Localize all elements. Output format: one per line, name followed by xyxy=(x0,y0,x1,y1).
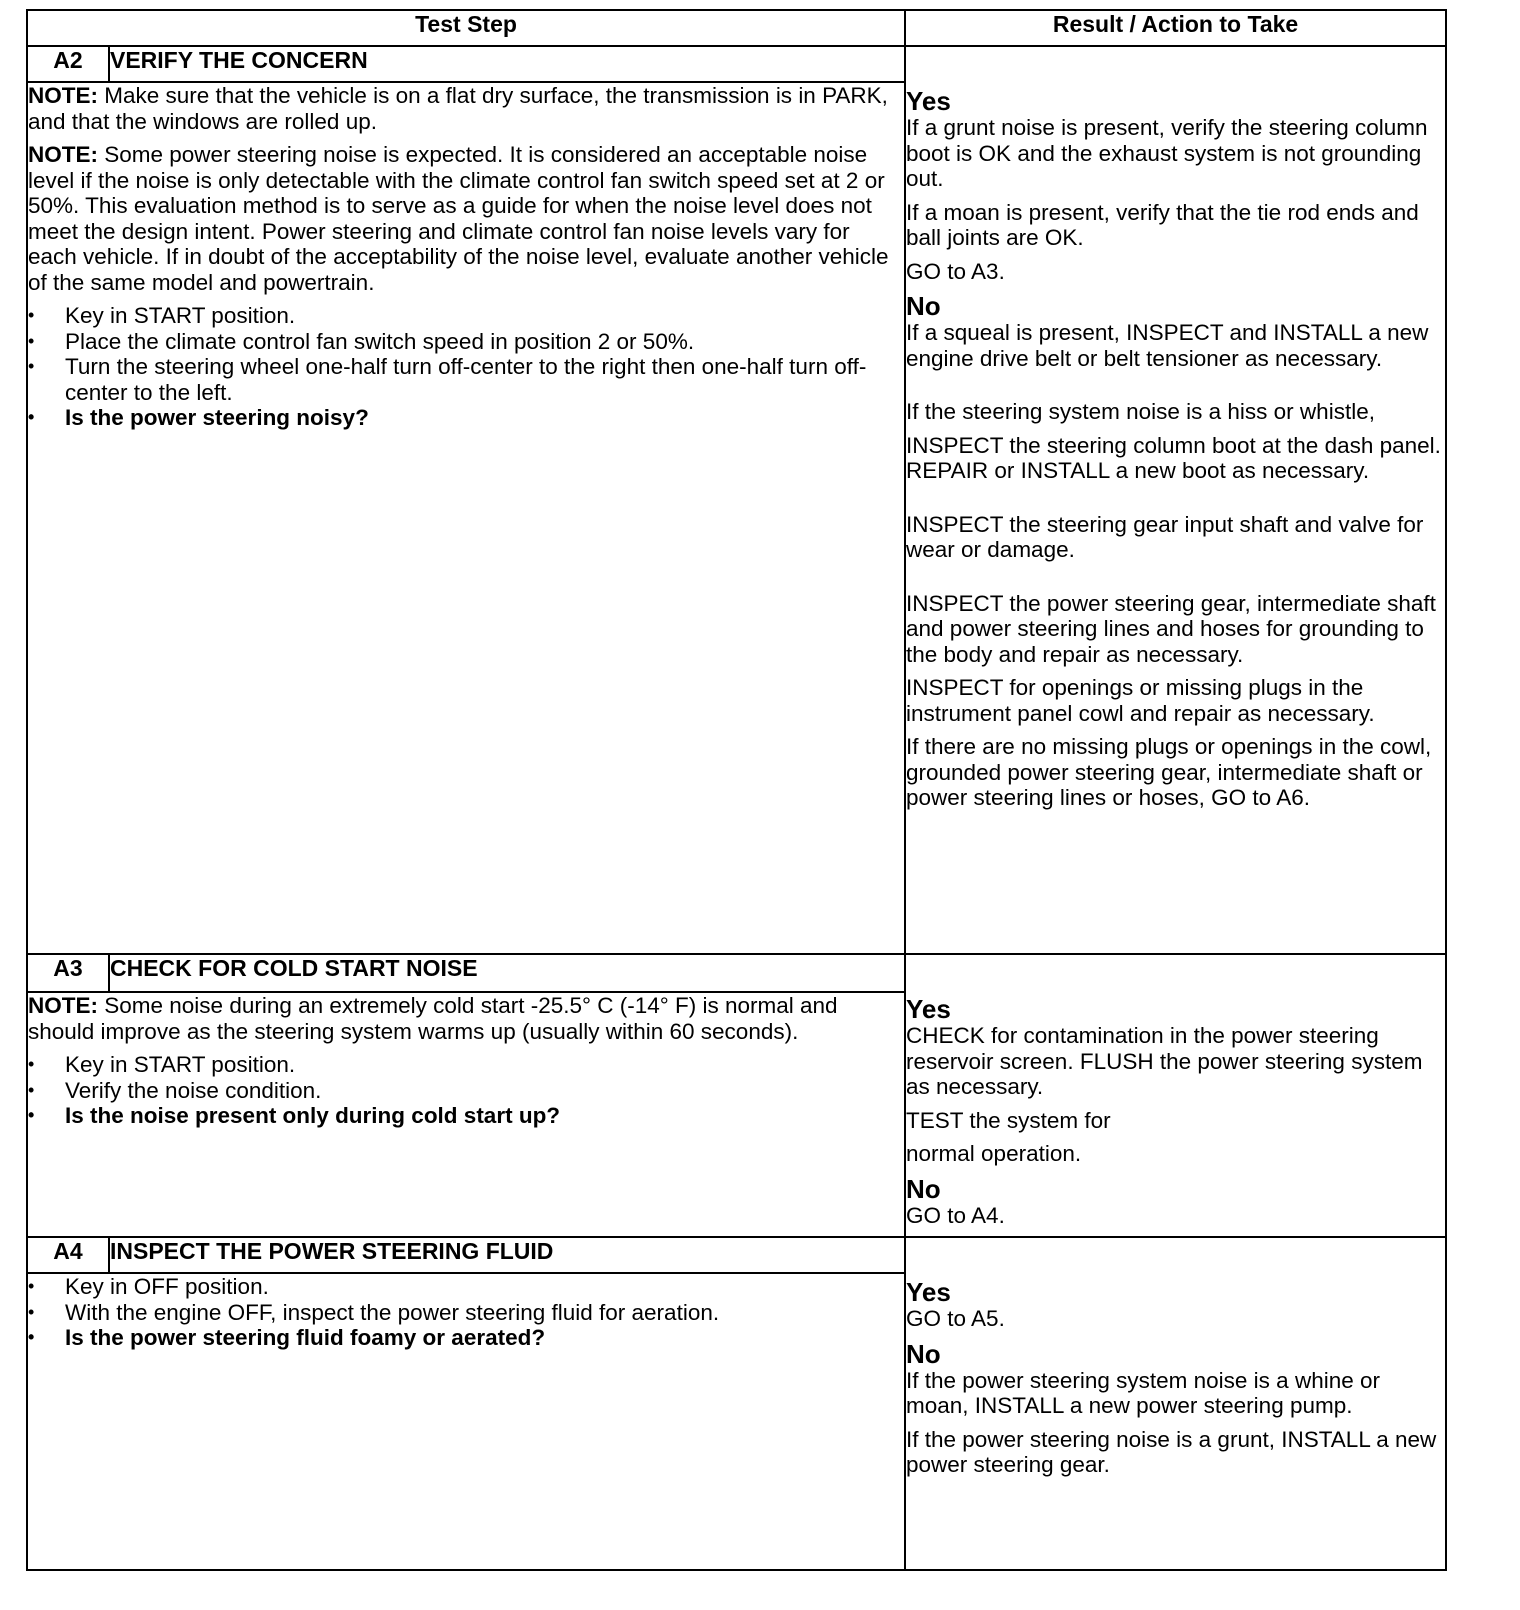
a3-note xyxy=(28,993,904,1044)
a4-title-row xyxy=(27,1237,1446,1273)
diagnostic-table xyxy=(26,9,1447,1571)
a3-yes-label: Yes xyxy=(906,994,951,1024)
a2-spacer xyxy=(906,571,1445,591)
a2-no-text-4: INSPECT the steering gear input shaft and valve for wear or damage. xyxy=(906,511,1424,562)
a4-no-label: No xyxy=(906,1338,941,1369)
a2-title-row xyxy=(27,46,1446,82)
a2-result-cell xyxy=(905,46,1446,954)
a2-title: VERIFY THE CONCERN xyxy=(109,46,905,82)
a2-yes-text-1: If a grunt noise is present, verify the steering column boot is OK and the exhaust system is not grounding out. xyxy=(906,115,1428,191)
a2-note-2-label: NOTE: xyxy=(28,142,98,167)
a3-yes-text-2: TEST the system for xyxy=(906,1107,1111,1133)
a3-question: • Is the noise present only during cold start up? xyxy=(28,1103,904,1129)
a2-no-text-2: If the steering system noise is a hiss or whistle, xyxy=(906,399,1375,424)
a2-code: A2 xyxy=(27,46,109,82)
a4-yes-label: Yes xyxy=(906,1277,951,1307)
a3-result-cell xyxy=(905,954,1446,1237)
list-item: • Verify the noise condition. xyxy=(28,1078,904,1104)
table-header-row xyxy=(27,10,1446,46)
a3-note-text: Some noise during an extremely cold start -25.5° C (-14° F) is normal and should improve as the steering system warms up (usually within 60 seconds). xyxy=(28,993,838,1044)
a4-steps xyxy=(28,1274,904,1351)
a2-no-text-5: INSPECT the power steering gear, intermediate shaft and power steering lines and hoses for grounding to the body and repair as necessary. xyxy=(906,590,1436,667)
a2-body xyxy=(27,82,905,954)
a3-no-text-1: GO to A4. xyxy=(906,1202,1005,1228)
a3-note-label: NOTE: xyxy=(28,993,98,1018)
list-item: • Key in OFF position. xyxy=(28,1274,904,1300)
a2-note-2 xyxy=(28,142,904,295)
a2-steps xyxy=(28,303,904,431)
header-test-step: Test Step xyxy=(27,10,905,46)
a4-question: • Is the power steering fluid foamy or aerated? xyxy=(28,1325,904,1351)
a3-no-label: No xyxy=(906,1173,941,1204)
a2-no-text-7: If there are no missing plugs or openings in the cowl, grounded power steering gear, intermediate shaft or power steering lines or hoses, GO to A6. xyxy=(906,734,1432,810)
a4-result-cell xyxy=(905,1237,1446,1570)
a2-note-1 xyxy=(28,83,904,134)
list-item: • Key in START position. xyxy=(28,1052,904,1078)
list-item: • With the engine OFF, inspect the power steering fluid for aeration. xyxy=(28,1300,904,1326)
a3-code: A3 xyxy=(27,954,109,992)
a3-body xyxy=(27,992,905,1237)
list-item: • Turn the steering wheel one-half turn off-center to the right then one-half turn off-center to the left. xyxy=(28,354,904,405)
list-item: • Place the climate control fan switch speed in position 2 or 50%. xyxy=(28,329,904,355)
a4-title: INSPECT THE POWER STEERING FLUID xyxy=(109,1237,905,1273)
a2-note-2-text: Some power steering noise is expected. It is considered an acceptable noise level if the noise is only detectable with the climate control fan switch speed set at 2 or 50%. This evaluation method is to serve as a guide for when the noise level does not meet the design intent. Power steering and climate control fan noise levels vary for each vehicle. If in doubt of the acceptability of the noise level, evaluate another vehicle of the same model and powertrain. xyxy=(28,142,889,295)
a2-yes-label: Yes xyxy=(906,86,951,116)
a2-no-text-1: If a squeal is present, INSPECT and INSTALL a new engine drive belt or belt tensioner as necessary. xyxy=(906,320,1429,371)
a2-yes-text-3: GO to A3. xyxy=(906,258,1005,284)
a4-yes-text-1: GO to A5. xyxy=(906,1306,1005,1331)
header-result-action: Result / Action to Take xyxy=(905,10,1446,46)
a3-title-row xyxy=(27,954,1446,992)
a4-body xyxy=(27,1273,905,1570)
a3-title: CHECK FOR COLD START NOISE xyxy=(109,954,905,992)
a3-steps xyxy=(28,1052,904,1129)
a2-spacer xyxy=(906,492,1445,512)
a4-no-text-1: If the power steering system noise is a whine or moan, INSTALL a new power steering pump. xyxy=(906,1367,1380,1418)
list-item: • Key in START position. xyxy=(28,303,904,329)
a4-code: A4 xyxy=(27,1237,109,1273)
a2-note-1-label: NOTE: xyxy=(28,83,98,108)
a3-yes-text-3: normal operation. xyxy=(906,1141,1082,1166)
a2-no-label: No xyxy=(906,291,941,321)
a2-question: • Is the power steering noisy? xyxy=(28,405,904,431)
a2-note-1-text: Make sure that the vehicle is on a flat dry surface, the transmission is in PARK, and that the windows are rolled up. xyxy=(28,83,888,134)
a2-no-text-6: INSPECT for openings or missing plugs in the instrument panel cowl and repair as necessary. xyxy=(906,675,1375,726)
a2-yes-text-2: If a moan is present, verify that the tie rod ends and ball joints are OK. xyxy=(906,199,1419,250)
a2-no-text-3: INSPECT the steering column boot at the dash panel. REPAIR or INSTALL a new boot as necessary. xyxy=(906,432,1441,483)
a4-no-text-2: If the power steering noise is a grunt, INSTALL a new power steering gear. xyxy=(906,1426,1437,1477)
a3-yes-text-1: CHECK for contamination in the power steering reservoir screen. FLUSH the power steering system as necessary. xyxy=(906,1023,1423,1099)
a2-spacer xyxy=(906,379,1445,399)
